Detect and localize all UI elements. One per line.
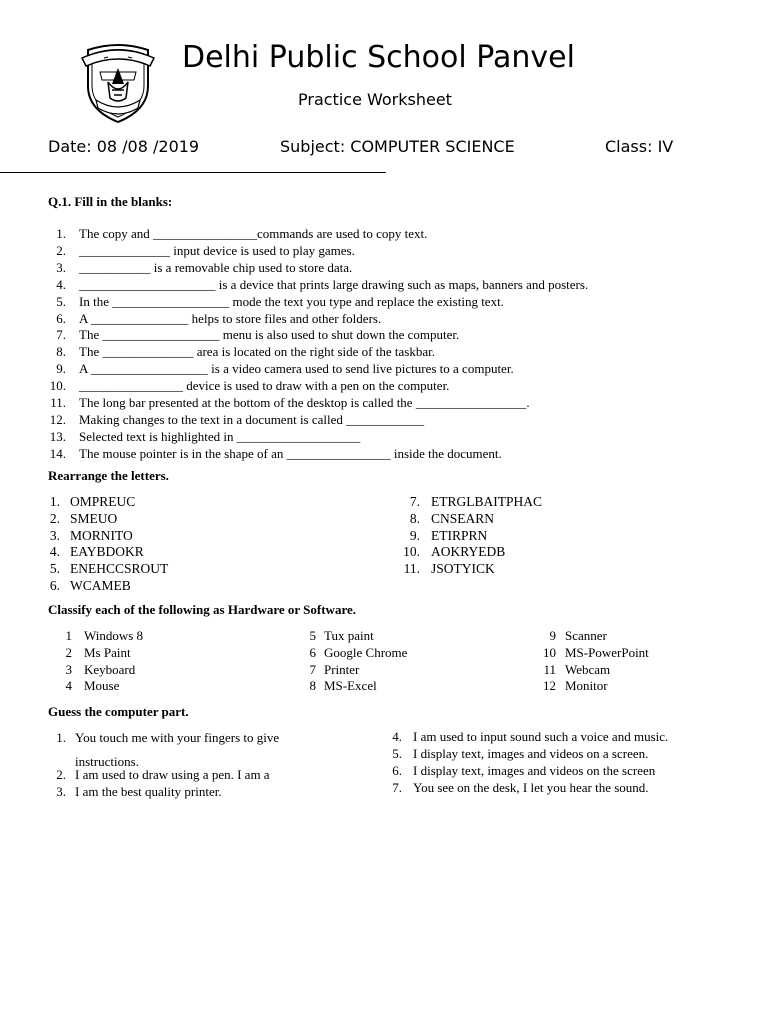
rearrange-item-text: WCAMEB <box>70 578 131 593</box>
fill-blank-item-text: Making changes to the text in a document is called ____________ <box>79 411 425 427</box>
fill-blank-item-number: 14. <box>49 445 66 461</box>
fill-blank-item-text: The __________________ menu is also used to shut down the computer. <box>79 327 460 343</box>
fill-blank-item-number: 5. <box>56 293 66 309</box>
guess-item-number: 2. <box>56 767 66 782</box>
rearrange-item-text: JSOTYICK <box>431 561 495 577</box>
worksheet-class: Class: IV <box>605 137 674 156</box>
classify-item-text: Windows 8 <box>84 628 144 643</box>
rearrange-item-number: 2. <box>49 510 60 526</box>
classify-item-text: Google Chrome <box>324 644 408 660</box>
classify-item-number: 10 <box>543 644 556 660</box>
fill-blank-item-text: A _______________ helps to store files and other folders. <box>79 310 382 326</box>
fill-blank-item-text: The copy and ________________commands are used to copy text. <box>79 226 428 241</box>
guess-heading: Guess the computer part. <box>48 704 189 719</box>
fill-blank-item-text: ________________ device is used to draw with a pen on the computer. <box>79 378 450 394</box>
guess-item-number: 7. <box>392 780 402 795</box>
fill-blank-item-text: A __________________ is a video camera used to send live pictures to a computer. <box>79 361 514 377</box>
rearrange-heading: Rearrange the letters. <box>48 468 169 483</box>
fill-blank-item-text: The ______________ area is located on the right side of the taskbar. <box>79 344 435 360</box>
classify-item-number: 5 <box>309 628 316 643</box>
rearrange-item-text: CNSEARN <box>431 510 495 526</box>
classify-item-number: 4 <box>65 678 72 694</box>
rearrange-item-number: 7. <box>409 494 420 509</box>
classify-item-number: 8 <box>309 678 316 694</box>
fill-blanks-heading: Q.1. Fill in the blanks: <box>48 194 173 209</box>
rearrange-item-text: ETRGLBAITPHAC <box>431 494 542 509</box>
rearrange-item-number: 4. <box>49 544 60 560</box>
guess-item-text: I display text, images and videos on the screen <box>413 763 656 778</box>
fill-blank-item-text: _____________________ is a device that prints large drawing such as maps, banners and posters. <box>79 276 589 292</box>
guess-item-continuation: instructions. <box>75 754 139 769</box>
classify-heading: Classify each of the following as Hardware or Software. <box>48 602 357 617</box>
rearrange-item-text: ENEHCCSROUT <box>70 561 169 577</box>
classify-item-number: 3 <box>65 661 72 677</box>
rearrange-item-number: 6. <box>49 578 60 593</box>
fill-blank-item-number: 7. <box>56 327 66 343</box>
classify-item-text: Monitor <box>565 678 608 694</box>
rearrange-item-text: SMEUO <box>70 510 118 526</box>
fill-blank-item-number: 8. <box>56 344 66 360</box>
classify-item-text: MS-PowerPoint <box>565 644 649 660</box>
fill-blank-item-number: 1. <box>56 226 66 241</box>
guess-item-text: I am used to input sound such a voice and music. <box>413 729 669 744</box>
classify-item-text: Ms Paint <box>84 644 131 660</box>
fill-blank-item-number: 4. <box>56 276 66 292</box>
rearrange-item-text: AOKRYEDB <box>431 544 506 560</box>
classify-item-text: Tux paint <box>324 628 374 643</box>
guess-item-number: 1. <box>56 730 66 745</box>
classify-item-number: 6 <box>309 644 316 660</box>
classify-item-text: Webcam <box>565 661 611 677</box>
guess-item-number: 3. <box>56 784 66 799</box>
classify-item-text: Scanner <box>565 628 607 643</box>
guess-item-number: 5. <box>392 746 402 761</box>
fill-blank-item-number: 3. <box>56 259 66 275</box>
classify-item-text: Mouse <box>84 678 120 694</box>
school-crest-icon <box>78 38 158 126</box>
fill-blank-item-text: The mouse pointer is in the shape of an ________________ inside the document. <box>79 445 502 461</box>
rearrange-item-text: ETIRPRN <box>431 527 488 543</box>
fill-blank-item-number: 6. <box>56 310 66 326</box>
classify-item-number: 1 <box>65 628 72 643</box>
rearrange-item-text: OMPREUC <box>70 494 136 509</box>
guess-item-text: I am used to draw using a pen. I am a <box>75 767 270 782</box>
fill-blank-item-number: 11. <box>50 395 66 410</box>
fill-blank-item-number: 10. <box>49 378 66 394</box>
rearrange-item-number: 11. <box>403 561 420 577</box>
rearrange-item-text: EAYBDOKR <box>70 544 144 560</box>
classify-item-number: 9 <box>549 628 556 643</box>
rearrange-item-number: 9. <box>409 527 420 543</box>
rearrange-item-text: MORNITO <box>70 527 133 543</box>
fill-blank-item-text: ___________ is a removable chip used to store data. <box>79 259 353 275</box>
fill-blank-item-text: ______________ input device is used to play games. <box>79 242 355 258</box>
classify-item-number: 11 <box>543 661 556 677</box>
guess-item-number: 6. <box>392 763 402 778</box>
guess-item-text: I am the best quality printer. <box>75 784 222 799</box>
worksheet-subject: Subject: COMPUTER SCIENCE <box>280 137 515 156</box>
rearrange-item-number: 8. <box>409 510 420 526</box>
classify-item-number: 12 <box>543 678 556 694</box>
classify-item-text: Keyboard <box>84 661 136 677</box>
header-divider <box>0 172 386 173</box>
guess-item-text: You touch me with your fingers to give <box>75 730 280 745</box>
worksheet-date: Date: 08 /08 /2019 <box>48 137 200 156</box>
fill-blank-item-number: 13. <box>49 428 66 444</box>
worksheet-title: Practice Worksheet <box>298 90 452 109</box>
fill-blank-item-number: 12. <box>49 411 66 427</box>
classify-item-text: Printer <box>324 661 360 677</box>
classify-item-text: MS-Excel <box>324 678 377 694</box>
rearrange-item-number: 5. <box>49 561 60 577</box>
guess-item-text: You see on the desk, I let you hear the sound. <box>413 780 649 795</box>
school-name: Delhi Public School Panvel <box>182 40 575 75</box>
rearrange-item-number: 10. <box>403 544 420 560</box>
guess-item-number: 4. <box>392 729 402 744</box>
fill-blank-item-text: The long bar presented at the bottom of the desktop is called the _________________. <box>79 395 530 410</box>
fill-blank-item-number: 2. <box>56 242 66 258</box>
fill-blank-item-text: Selected text is highlighted in ___________________ <box>79 428 361 444</box>
classify-item-number: 2 <box>65 644 72 660</box>
rearrange-item-number: 1. <box>49 494 60 509</box>
guess-item-text: I display text, images and videos on a screen. <box>413 746 649 761</box>
rearrange-item-number: 3. <box>49 527 60 543</box>
fill-blank-item-text: In the __________________ mode the text you type and replace the existing text. <box>79 293 504 309</box>
classify-item-number: 7 <box>309 661 316 677</box>
fill-blank-item-number: 9. <box>56 361 66 377</box>
